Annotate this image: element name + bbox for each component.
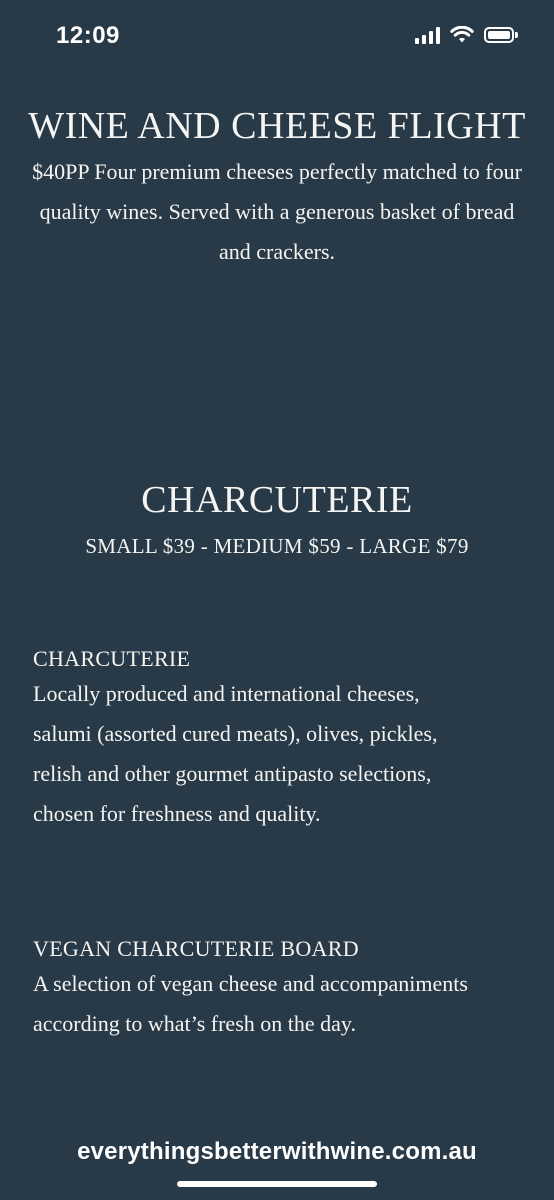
charcuterie-title: CHARCUTERIE: [141, 479, 413, 521]
menu-item-name: VEGAN CHARCUTERIE BOARD: [33, 936, 359, 961]
wifi-icon: [450, 26, 474, 44]
status-time: 12:09: [56, 22, 120, 49]
charcuterie-prices: SMALL $39 - MEDIUM $59 - LARGE $79: [85, 533, 469, 558]
menu-item-description: A selection of vegan cheese and accompaniments according to what’s fresh on the day.: [33, 971, 468, 1036]
signal-icon: [415, 26, 440, 44]
flight-description: $40PP Four premium cheeses perfectly matched to four quality wines. Served with a generous basket of bread and crackers.: [32, 158, 522, 264]
charcuterie-section: [0, 480, 554, 559]
home-indicator[interactable]: [177, 1181, 377, 1187]
wine-cheese-flight-section: [0, 106, 554, 272]
battery-icon: [484, 27, 518, 43]
menu-item-vegan-charcuterie: [33, 936, 473, 1044]
flight-title: WINE AND CHEESE FLIGHT: [28, 105, 526, 147]
menu-item-charcuterie: [33, 646, 443, 834]
menu-item-name: CHARCUTERIE: [33, 646, 191, 671]
status-bar: [0, 0, 554, 70]
website-url: everythingsbetterwithwine.com.au: [77, 1138, 477, 1165]
status-icons: [415, 26, 518, 44]
menu-item-description: Locally produced and international cheeses, salumi (assorted cured meats), olives, pickles, relish and other gourmet antipasto selections, chosen for freshness and quality.: [33, 681, 438, 826]
